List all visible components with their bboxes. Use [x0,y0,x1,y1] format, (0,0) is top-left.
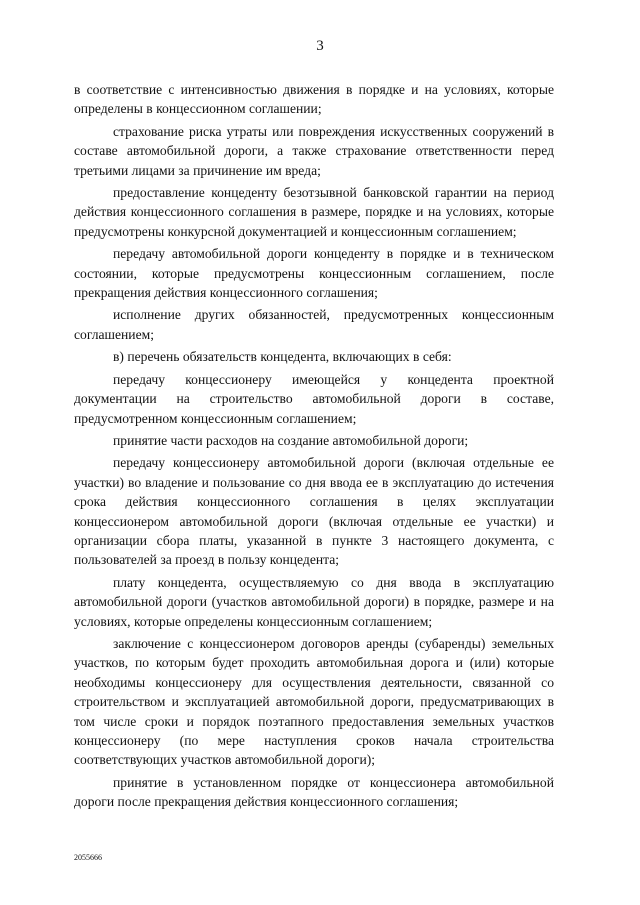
paragraph: принятие части расходов на создание автомобильной дороги; [113,432,469,448]
paragraph: передачу концессионеру автомобильной дороги (включая отдельные ее участки) во владение и пользование со дня ввода ее в эксплуатацию до истечения срока действия концессионного соглашения в целях эксплуатации концессионером автомобильной дороги (включая отдельные ее участки) и организации сбора платы, указанной в пункте 3 настоящего документа, с пользователей за проезд в пользу концедента; [74,455,554,568]
paragraph: плату концедента, осуществляемую со дня ввода в эксплуатацию автомобильной дороги (участков автомобильной дороги) в порядке, размере и на условиях, которые определены концессионным соглашением; [74,574,554,629]
paragraph: исполнение других обязанностей, предусмотренных концессионным соглашением; [74,307,554,342]
paragraph: передачу концессионеру имеющейся у концедента проектной документации на строительство автомобильной дороги в составе, предусмотренном концессионным соглашением; [74,371,554,426]
paragraph: заключение с концессионером договоров аренды (субаренды) земельных участков, по которым будет проходить автомобильная дорога и (или) которые необходимы концессионеру для осуществления деятельности, связанной со строительством и эксплуатацией автомобильной дороги, предусматривающих в том числе сроки и порядок поэтапного предоставления земельных участков концессионеру (по мере наступления сроков начала строительства соответствующих участков автомобильной дороги); [74,635,554,768]
page-number: 3 [316,38,324,54]
document-code: 2055666 [74,853,102,862]
paragraph: страхование риска утраты или повреждения искусственных сооружений в составе автомобильной дороги, а также страхование ответственности перед третьими лицами за причинение им вреда; [74,123,554,178]
paragraph: принятие в установленном порядке от концессионера автомобильной дороги после прекращения действия концессионного соглашения; [74,774,554,810]
paragraph: в) перечень обязательств концедента, включающих в себя: [113,349,452,365]
paragraph: предоставление концеденту безотзывной банковской гарантии на период действия концессионного соглашения в размере, порядке и на условиях, которые предусмотрены конкурсной документацией и концессионным соглашением; [74,185,554,239]
document-body [74,80,554,815]
paragraph: передачу автомобильной дороги концеденту в порядке и в техническом состоянии, которые предусмотрены концессионным соглашением, после прекращения действия концессионного соглашения; [74,246,554,301]
paragraph: в соответствие с интенсивностью движения в порядке и на условиях, которые определены в концессионном соглашении; [74,82,554,117]
